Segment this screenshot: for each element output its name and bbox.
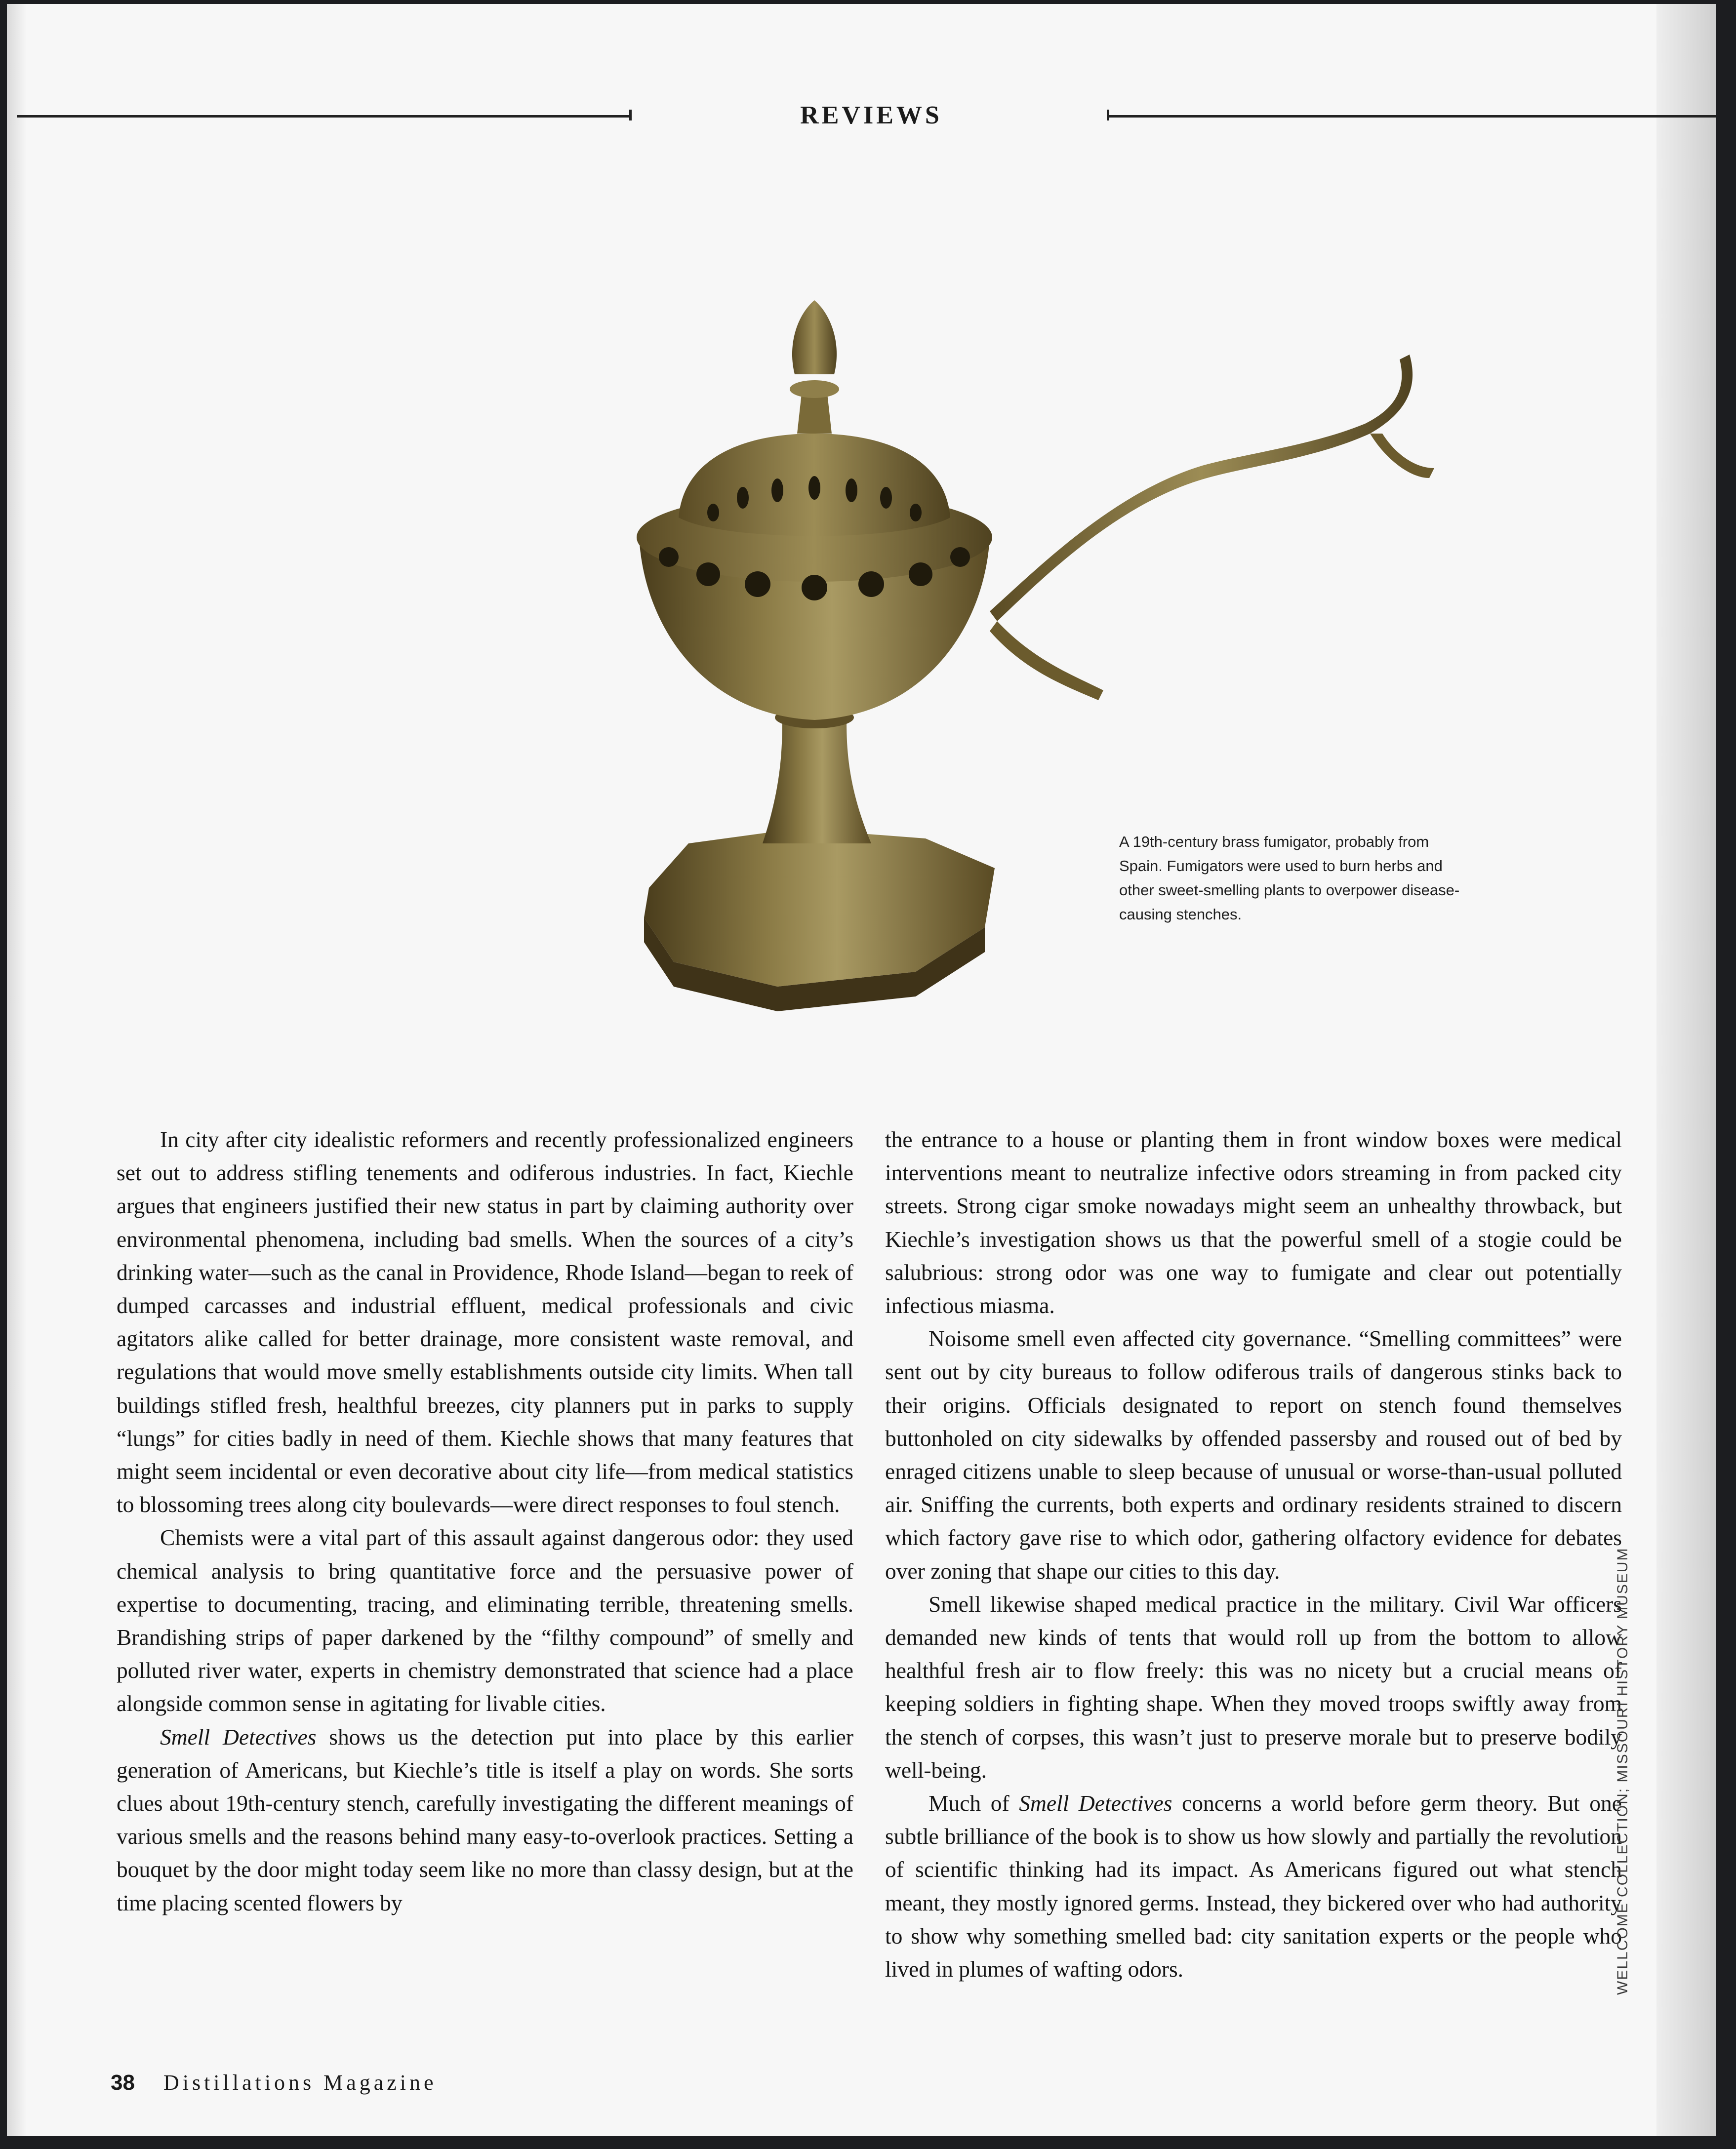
section-heading: REVIEWS	[800, 101, 942, 129]
magazine-page	[7, 4, 1716, 2136]
paragraph: In city after city idealistic reformers and recently professionalized engineers set out to address stifling tenements and odiferous industries. In fact, Kiechle argues that engineers justified their new status in part by claiming authority over environmental phenomena, including bad smells. When the sources of a city’s drinking water—such as the canal in Providence, Rhode Island—began to reek of dumped carcasses and industrial effluent, medical professionals and civic agitators alike called for better drainage, more consistent waste removal, and regulations that would move smelly establishments outside city limits. When tall buildings stifled fresh, healthful breezes, city planners put in parks to supply “lungs” for cities badly in need of them. Kiechle shows that many features that might seem incidental or even decorative about city life—from medical statistics to blossoming trees along city boulevards—were direct responses to foul stench.	[117, 1127, 853, 1517]
paragraph: Noisome smell even affected city governance. “Smelling committees” were sent out by city bureaus to follow odiferous trails of dangerous stinks back to their origins. Officials designated to report on stench found themselves buttonholed on city sidewalks by offended passersby and roused out of bed by enraged citizens unable to sleep because of unusual or worse-than-usual polluted air. Sniffing the currents, both experts and ordinary residents strained to discern which factory gave rise to which odor, gathering olfactory evidence for debates over zoning that shape our cities to this day.	[885, 1326, 1622, 1584]
page-footer	[111, 2070, 437, 2095]
paragraph: Smell Detectives shows us the detection put into place by this earlier generation of Americans, but Kiechle’s title is itself a play on words. She sorts clues about 19th-century stench, carefully investigating the different meanings of various smells and the reasons behind many easy-to-overlook practices. Setting a bouquet by the door might today seem like no more than classy design, but at the time placing scented flowers by	[117, 1724, 853, 1915]
article-column-1	[117, 1123, 853, 1919]
header-rule-right	[1107, 115, 1716, 118]
paragraph: Smell likewise shaped medical practice in the military. Civil War officers demanded new kinds of tents that would roll up from the bottom to allow healthful fresh air to flow freely: this was no nicety but a crucial means of keeping soldiers in fighting shape. When they moved troops swiftly away from the stench of corpses, this wasn’t just to preserve morale but to preserve bodily well-being.	[885, 1591, 1622, 1783]
paragraph: Chemists were a vital part of this assault against dangerous odor: they used chemical analysis to bring quantitative force and the persuasive power of expertise to documenting, tracing, and eliminating terrible, threatening smells. Brandishing strips of paper darkened by the “filthy compound” of smelly and polluted river water, experts in chemistry demonstrated that science had a place alongside common sense in agitating for livable cities.	[117, 1525, 853, 1716]
photo-caption: A 19th-century brass fumigator, probably from Spain. Fumigators were used to burn herbs and other sweet-smelling plants to overpower disease-causing stenches.	[1119, 833, 1460, 923]
paragraph: Much of Smell Detectives concerns a world before germ theory. But one subtle brilliance of the book is to show us how slowly and partially the revolution of scientific thinking had its impact. As Americans figured out what stench meant, they mostly ignored germs. Instead, they bickered over who had authority to show why something smelled bad: city sanitation experts or the people who lived in plumes of wafting odors.	[885, 1791, 1622, 1982]
magazine-name: Distillations Magazine	[163, 2070, 437, 2095]
book-title: Smell Detectives	[1019, 1791, 1172, 1816]
header-rule-left	[17, 115, 632, 118]
book-title: Smell Detectives	[160, 1724, 317, 1750]
spine-shadow	[7, 4, 27, 2136]
page-edge	[1656, 4, 1716, 2136]
photo-credit: WELLCOME COLLECTION; MISSOURI HISTORY MUSEUM	[1615, 1547, 1631, 1995]
page-number: 38	[111, 2070, 135, 2095]
article-column-2	[885, 1123, 1622, 1986]
paragraph: the entrance to a house or planting them in front window boxes were medical interventions meant to neutralize infective odors streaming in from packed city streets. Strong cigar smoke nowadays might seem an unhealthy throwback, but Kiechle’s investigation shows us that the powerful smell of a stogie could be salubrious: strong odor was one way to fumigate and clear out potentially infectious miasma.	[885, 1127, 1622, 1318]
